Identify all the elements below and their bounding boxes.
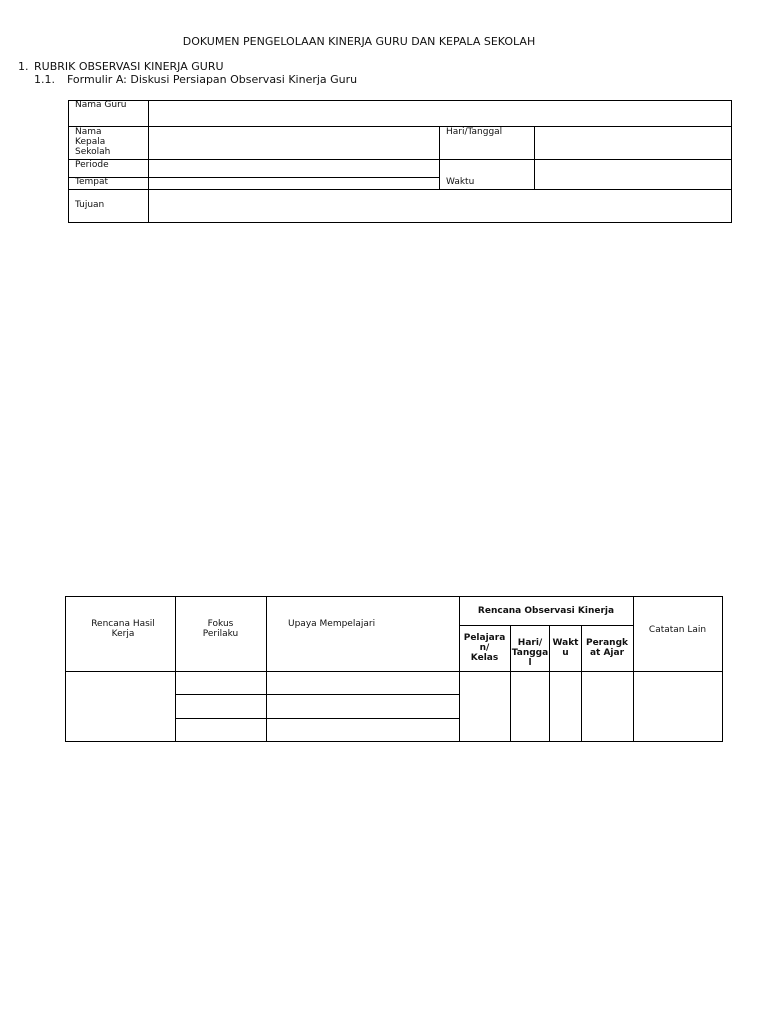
hari-tanggal-label: Hari/Tanggal bbox=[446, 127, 503, 137]
observation-plan-table bbox=[0, 580, 768, 750]
section-number: 1. bbox=[18, 60, 29, 73]
nama-guru-field[interactable] bbox=[149, 101, 731, 126]
waktu-field[interactable] bbox=[535, 160, 731, 189]
upaya-mempelajari-cell[interactable] bbox=[267, 695, 459, 718]
nama-kepala-sekolah-field[interactable] bbox=[149, 127, 439, 159]
fokus-perilaku-cell[interactable] bbox=[176, 695, 266, 718]
hari-tanggal-field[interactable] bbox=[535, 127, 731, 159]
tujuan-label: Tujuan bbox=[75, 200, 105, 210]
col-fokus-perilaku: Fokus Perilaku bbox=[202, 619, 239, 639]
subsection-title: Formulir A: Diskusi Persiapan Observasi Kinerja Guru bbox=[67, 73, 358, 86]
section-title: RUBRIK OBSERVASI KINERJA GURU bbox=[34, 60, 224, 73]
sub-hari-tanggal: Hari/ Tangga l bbox=[511, 638, 549, 668]
rencana-hasil-kerja-cell[interactable] bbox=[66, 672, 175, 741]
periode-field[interactable] bbox=[149, 160, 439, 177]
col-upaya-mempelajari: Upaya Mempelajari bbox=[288, 619, 376, 629]
col-catatan-lain: Catatan Lain bbox=[648, 625, 707, 635]
tempat-field[interactable] bbox=[149, 178, 439, 189]
form-a-table bbox=[0, 0, 768, 230]
subsection-number: 1.1. bbox=[34, 73, 55, 86]
group-rencana-observasi: Rencana Observasi Kinerja bbox=[477, 606, 615, 616]
fokus-perilaku-cell[interactable] bbox=[176, 719, 266, 741]
tempat-label: Tempat bbox=[75, 177, 109, 187]
catatan-lain-cell[interactable] bbox=[634, 672, 722, 741]
col-rencana-hasil-kerja: Rencana Hasil Kerja bbox=[91, 619, 155, 639]
hari-tanggal-cell[interactable] bbox=[511, 672, 549, 741]
nama-kepala-sekolah-label: Nama Kepala Sekolah bbox=[75, 127, 111, 157]
nama-guru-label: Nama Guru bbox=[75, 100, 127, 110]
tujuan-field[interactable] bbox=[149, 190, 731, 222]
upaya-mempelajari-cell[interactable] bbox=[267, 672, 459, 694]
upaya-mempelajari-cell[interactable] bbox=[267, 719, 459, 741]
pelajaran-kelas-cell[interactable] bbox=[460, 672, 510, 741]
fokus-perilaku-cell[interactable] bbox=[176, 672, 266, 694]
waktu-label: Waktu bbox=[446, 177, 475, 187]
sub-waktu: Wakt u bbox=[552, 638, 579, 658]
periode-label: Periode bbox=[75, 160, 109, 170]
perangkat-ajar-cell[interactable] bbox=[582, 672, 633, 741]
sub-pelajaran-kelas: Pelajara n/ Kelas bbox=[463, 633, 506, 663]
sub-perangkat-ajar: Perangk at Ajar bbox=[585, 638, 629, 658]
waktu-cell[interactable] bbox=[550, 672, 581, 741]
document-title: DOKUMEN PENGELOLAAN KINERJA GURU DAN KEPALA SEKOLAH bbox=[182, 35, 536, 48]
